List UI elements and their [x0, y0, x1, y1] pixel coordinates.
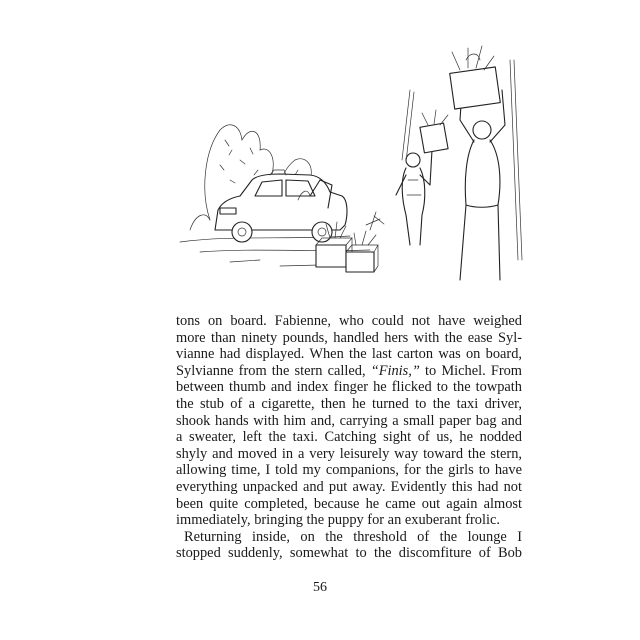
- text-line: allowing time, I told my companions, for the girls to have: [176, 462, 522, 479]
- small-figure-drawing: [396, 110, 448, 245]
- text-line: immediately, bringing the puppy for an exuberant frolic.: [176, 512, 500, 529]
- text-line: tons on board. Fabienne, who could not have weighed: [176, 313, 522, 329]
- text-line: the stub of a cigarette, then he turned to the taxi driver,: [176, 395, 522, 412]
- text-line: vianne had displayed. When the last carton was on board,: [176, 346, 522, 363]
- text-line: between thumb and index finger he flicked to the towpath: [176, 379, 522, 396]
- taxi-drawing: [215, 170, 347, 242]
- text-line: more than ninety pounds, handled hers with the ease Syl-: [176, 329, 522, 346]
- page-number: 56: [313, 580, 327, 595]
- text-line: shyly and moved in a very leisurely way toward the stern,: [176, 445, 522, 462]
- text-line: Returning inside, on the threshold of the lounge I: [184, 528, 522, 545]
- ink-illustration: [170, 30, 540, 290]
- text-line: shook hands with him and, carrying a small paper bag and: [176, 412, 522, 429]
- text-line: been quite completed, because he came out again almost: [176, 495, 522, 512]
- body-text: [176, 313, 522, 562]
- text-line: a sweater, left the taxi. Catching sight of us, he nodded: [176, 429, 522, 446]
- italic-word: “Finis,”: [370, 362, 420, 379]
- text-line: everything unpacked and put away. Evidently this had not: [176, 478, 522, 495]
- text-line: Sylvianne from the stern called, “Finis,” to Michel. From: [176, 362, 522, 379]
- text-line: stopped suddenly, somewhat to the discomfiture of Bob: [176, 545, 522, 562]
